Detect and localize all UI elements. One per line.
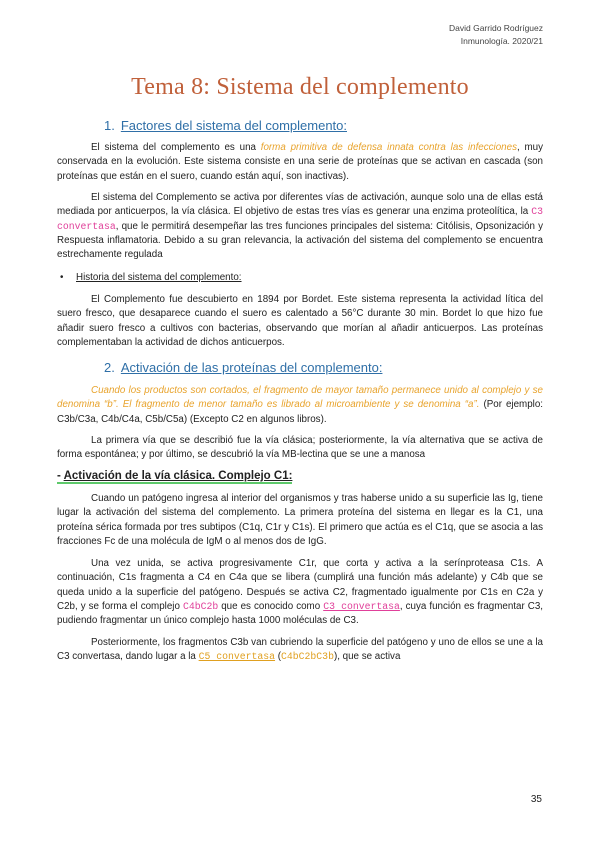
highlight-c3-convertase-2: C3 convertasa — [323, 600, 400, 612]
bullet-history: Historia del sistema del complemento: — [76, 272, 242, 283]
highlight-fragment-rule: Cuando los productos son cortados, el fragmento de mayor tamaño permanece unido al complejo y se denomina “b”. El fragmento de menor tamaño es librado al microambiente y se denomina “a”. — [57, 385, 543, 411]
section-1-paragraph-3: El Complemento fue descubierto en 1894 por Bordet. Este sistema representa la actividad lítica del suero fresco, que desaparece cuando el suero es calentado a 56°C durante 30 min. Bordet lo que hizo fue añadir suero fresco a cultivos con bacterias, observando que morían al añadir anticuerpos. Las proteínas complementaban la actividad de dichos anticuerpos. — [57, 294, 543, 348]
page-number: 35 — [530, 794, 542, 805]
bullet-icon: • — [60, 272, 64, 283]
page-header — [449, 22, 543, 48]
highlight-c4bc2b: C4bC2b — [182, 600, 219, 612]
section-2-paragraph-5: Posteriormente, los fragmentos C3b van cubriendo la superficie del patógeno y uno de ellos se une a la C3 convertasa, dando lugar a la C5 convertasa (C4bC2bC3b), que se activa — [57, 637, 543, 663]
section-2-paragraph-2: La primera vía que se describió fue la vía clásica; posteriormente, la vía alternativa que se activa de forma espontánea; y por último, se descubrió la vía MB-lectina que se une a manosa — [57, 435, 543, 461]
section-1-paragraph-2: El sistema del Complemento se activa por diferentes vías de activación, aunque solo una de ellas está mediada por anticuerpos, la vía clásica. El objetivo de estas tres vías es generar una enzima proteolítica, la C3 convertasa, que le permitirá desempeñar las tres funciones principales del sistema: Citólisis, Opsonización y Respuesta inflamatoria. Debido a su gran relevancia, la activación del sistema del complemento se encuentra estrechamente regulada — [57, 192, 543, 261]
highlight-c3-convertase: C3 convertasa — [57, 206, 543, 232]
section-2-heading — [104, 360, 382, 375]
highlight-c5-convertase: C5 convertasa — [198, 651, 276, 663]
highlight-c4bc2bc3b: C4bC2bC3b — [281, 651, 334, 663]
header-course: Inmunología. 2020/21 — [460, 36, 543, 46]
section-2-paragraph-4: Una vez unida, se activa progresivamente C1r, que corta y activa a la serínproteasa C1s. A continuación, C1s fragmenta a C4 en C4a que se libera (cumplirá una función más adelante) y C4b que se queda unido a la superficie del patógeno. Después se activa C2, fragmentado igualmente por C1s en C2a y C2b, y se forma el complejo C4bC2b que es conocido como C3 convertasa, cuya función es fragmentar C3, pudiendo fragmentar un único complejo hasta 1000 moléculas de C3. — [57, 558, 543, 627]
section-1-heading — [104, 118, 347, 133]
section-1-paragraph-1: El sistema del complemento es una forma primitiva de defensa innata contra las infecciones, muy conservada en la evolución. Este sistema consiste en una serie de proteínas que se activan en cascada (son proteínas que están en el suero, cuando están aquí, son inactivas). — [57, 142, 543, 182]
classical-pathway-subheading: - Activación de la vía clásica. Complejo C1: — [57, 470, 293, 482]
section-2-heading-text: Activación de las proteínas del complemento: — [120, 360, 383, 375]
page-title: Tema 8: Sistema del complemento — [131, 74, 469, 100]
highlight-innate-defense: forma primitiva de defensa innata contra las infecciones — [260, 142, 517, 153]
section-2-paragraph-1: Cuando los productos son cortados, el fragmento de mayor tamaño permanece unido al complejo y se denomina “b”. El fragmento de menor tamaño es librado al microambiente y se denomina “a”. (Por ejemplo: C3b/C3a, C4b/C4a, C5b/C5a) (Excepto C2 en algunos libros). — [57, 385, 543, 425]
section-1-heading-text: Factores del sistema del complemento: — [120, 118, 347, 133]
subheading-accent-line — [57, 482, 292, 484]
section-2-number: 2. — [104, 360, 115, 375]
section-1-number: 1. — [104, 118, 115, 133]
section-2-paragraph-3: Cuando un patógeno ingresa al interior del organismos y tras haberse unido a su superficie las Ig, tiene lugar la activación del sistema del complemento. La primera proteína del sistema en llegar es la C1, una proteína sérica formada por tres subtipos (C1q, C1r y C1s). El primero que actúa es el C1q, que se asocia a las fracciones Fc de una molécula de IgM o al menos dos de IgG. — [57, 493, 543, 547]
header-author: David Garrido Rodríguez — [448, 23, 543, 33]
